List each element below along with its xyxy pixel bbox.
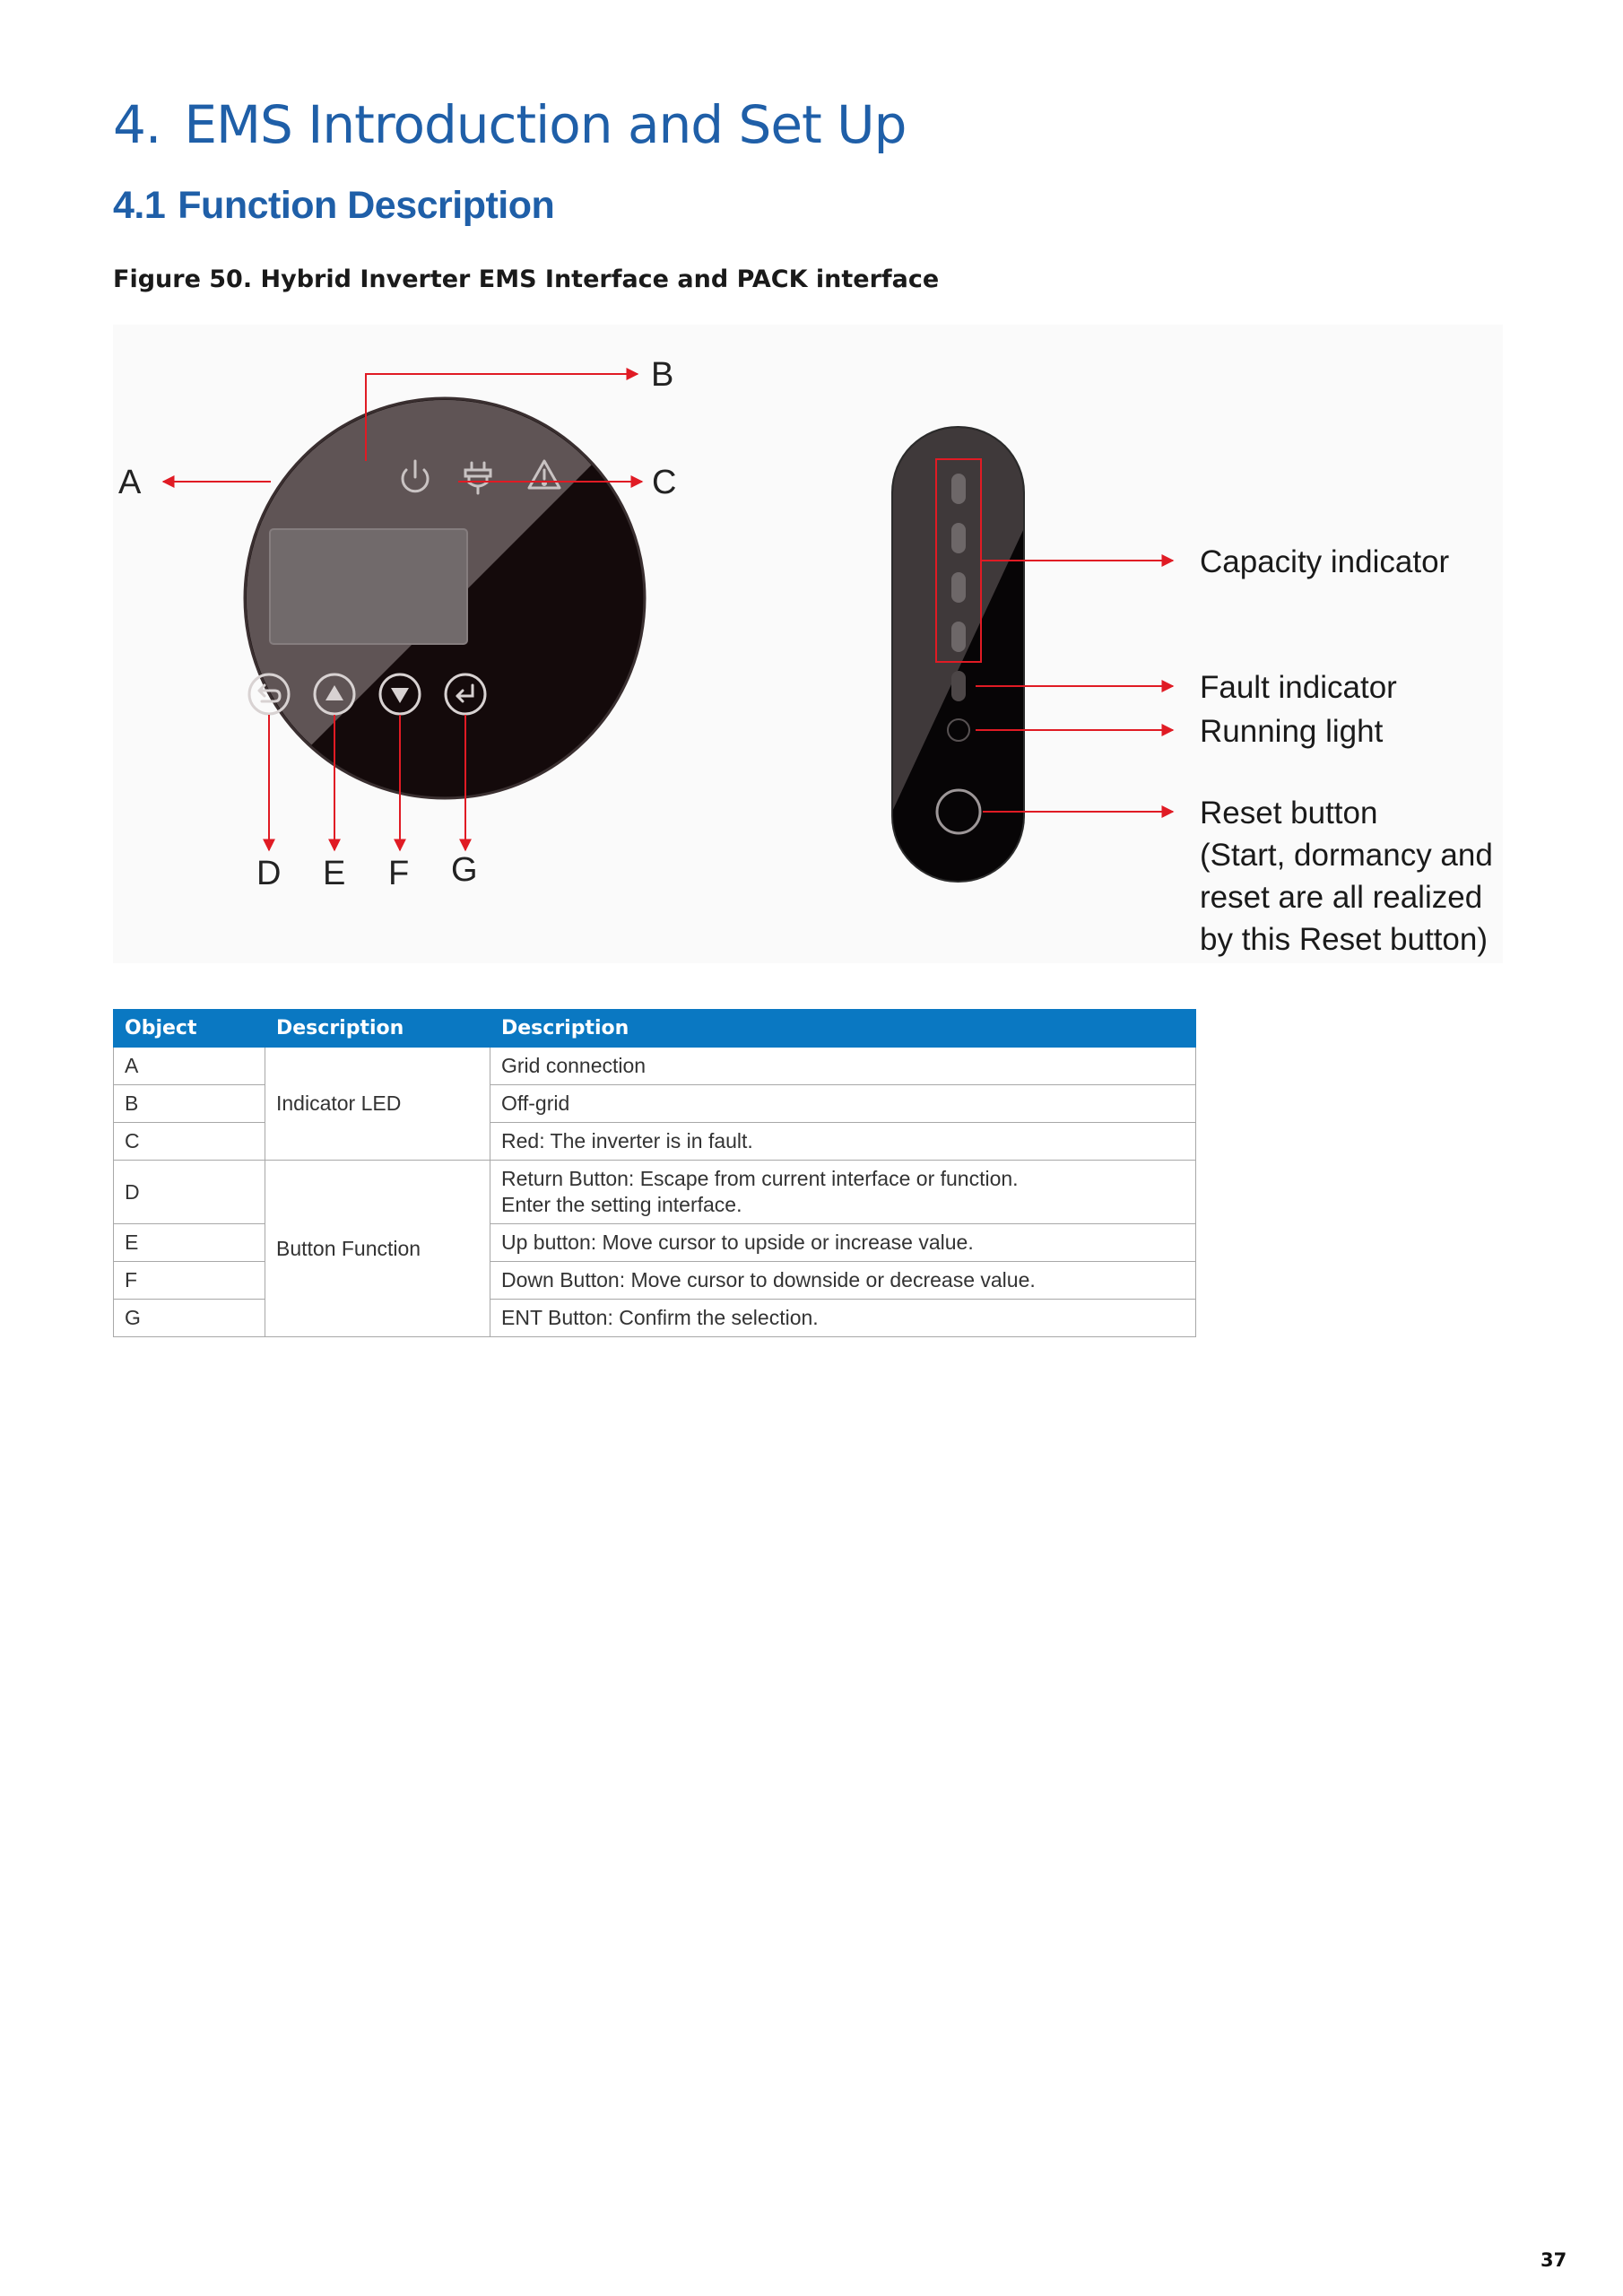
heading-title: EMS Introduction and Set Up	[184, 94, 907, 155]
label-reset-line-2: (Start, dormancy and	[1200, 838, 1493, 873]
description-line: Enter the setting interface.	[501, 1193, 742, 1216]
object-cell: C	[114, 1123, 265, 1161]
description-cell: Down Button: Move cursor to downside or decrease value.	[490, 1262, 1196, 1300]
callout-e: E	[323, 855, 346, 892]
table-row	[114, 1048, 1196, 1085]
page-heading	[113, 94, 906, 155]
function-table	[113, 1009, 1196, 1337]
description-cell: Grid connection	[490, 1048, 1196, 1085]
callout-d: D	[256, 855, 282, 892]
fault-indicator-led	[951, 671, 966, 701]
object-cell: E	[114, 1224, 265, 1262]
description-cell: Up button: Move cursor to upside or increase value.	[490, 1224, 1196, 1262]
label-reset-line-3: reset are all realized	[1200, 880, 1483, 915]
object-cell: A	[114, 1048, 265, 1085]
callout-c: C	[652, 464, 677, 501]
object-cell: D	[114, 1161, 265, 1224]
label-reset-line-4: by this Reset button)	[1200, 922, 1488, 957]
label-fault-indicator: Fault indicator	[1200, 670, 1397, 705]
description-cell: ENT Button: Confirm the selection.	[490, 1300, 1196, 1337]
page-number: 37	[1541, 2249, 1567, 2271]
description-line: Return Button: Escape from current interface or function.	[501, 1167, 1019, 1190]
lcd-screen	[270, 529, 467, 644]
figure-caption: Figure 50. Hybrid Inverter EMS Interface and PACK interface	[113, 265, 940, 293]
section-number: 4.1	[113, 184, 166, 227]
header-description: Description	[490, 1010, 1196, 1048]
description-cell	[490, 1161, 1196, 1224]
object-cell: G	[114, 1300, 265, 1337]
header-description-group: Description	[265, 1010, 490, 1048]
label-running-light: Running light	[1200, 714, 1384, 749]
description-cell: Red: The inverter is in fault.	[490, 1123, 1196, 1161]
group-cell-button: Button Function	[265, 1161, 490, 1337]
table-header-row	[114, 1010, 1196, 1048]
object-cell: B	[114, 1085, 265, 1123]
group-cell-indicator: Indicator LED	[265, 1048, 490, 1161]
figure-ems-pack	[113, 325, 1503, 963]
callout-g: G	[451, 851, 478, 889]
callout-f: F	[388, 855, 410, 892]
table-row	[114, 1161, 1196, 1224]
header-object: Object	[114, 1010, 265, 1048]
label-capacity-indicator: Capacity indicator	[1200, 544, 1450, 579]
section-heading	[113, 184, 554, 228]
object-cell: F	[114, 1262, 265, 1300]
description-cell: Off-grid	[490, 1085, 1196, 1123]
section-title: Function Description	[178, 184, 555, 227]
callout-a: A	[118, 464, 142, 501]
callout-b: B	[651, 356, 674, 394]
heading-number: 4.	[113, 94, 161, 155]
pack-panel	[891, 426, 1025, 883]
label-reset-line-1: Reset button	[1200, 796, 1378, 831]
